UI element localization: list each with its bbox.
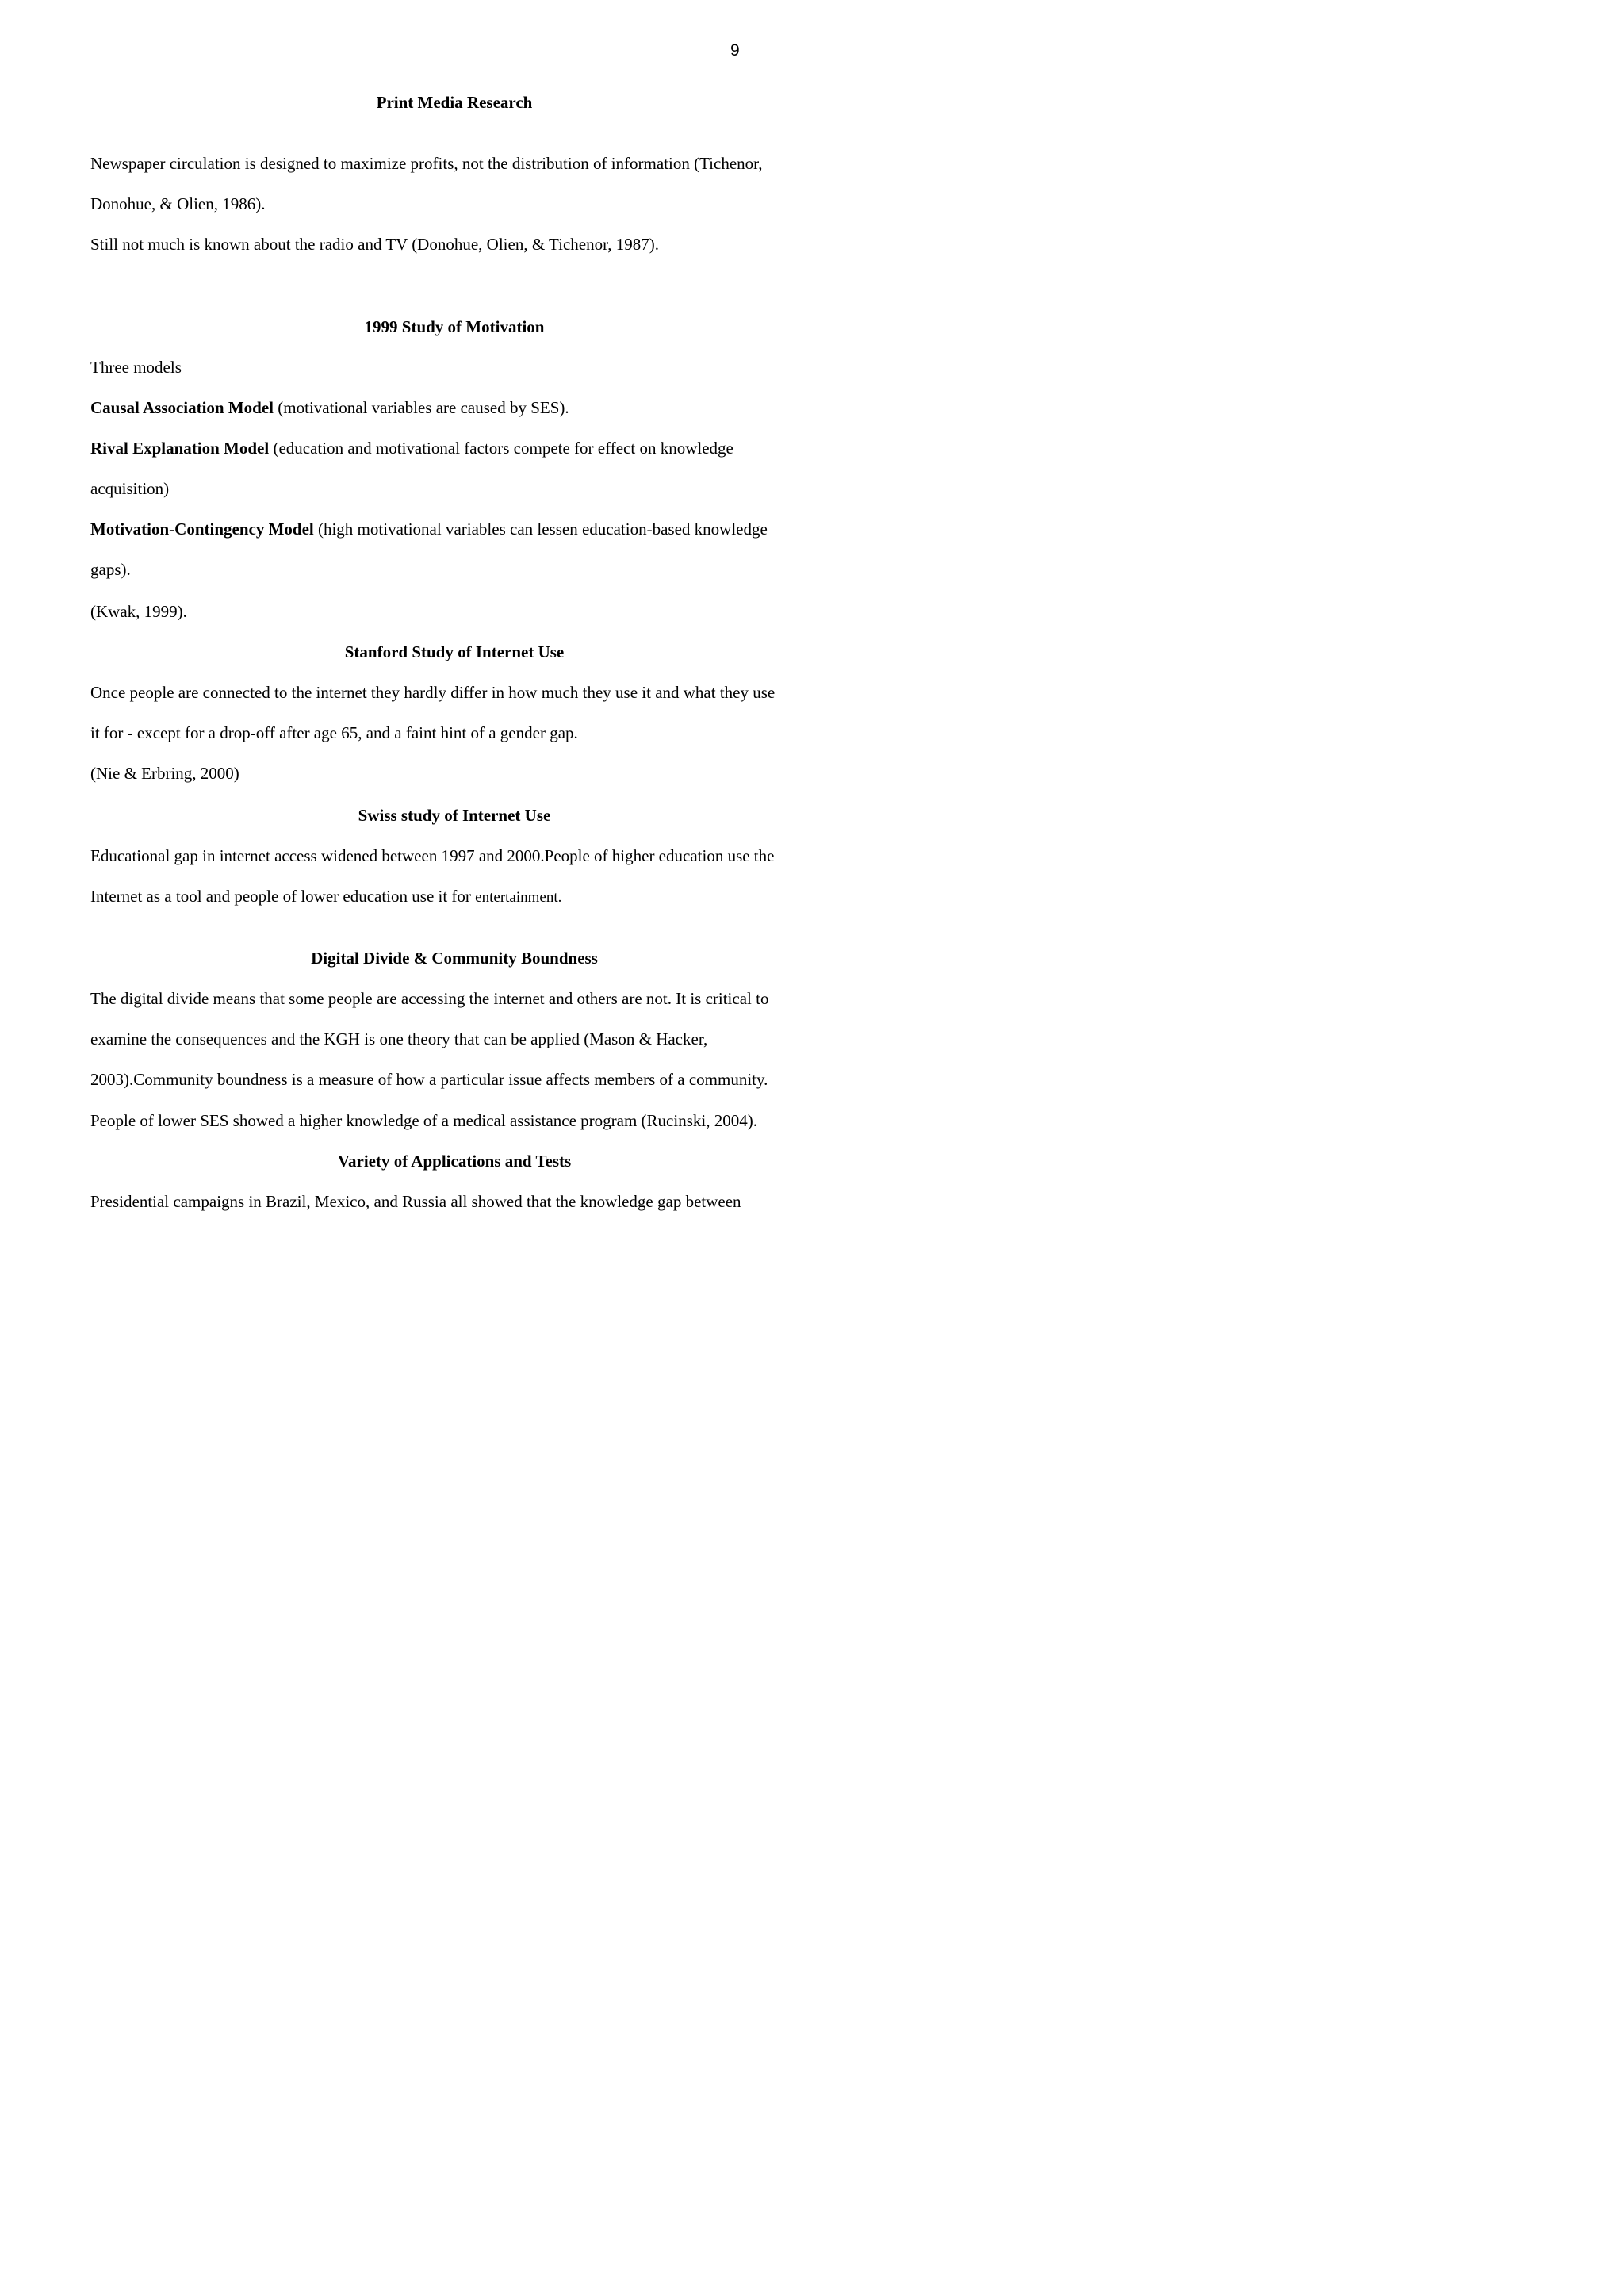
model-name: Motivation-Contingency Model [90, 519, 314, 539]
model-causal-association [90, 398, 569, 417]
model-description: (education and motivational factors compete for effect on knowledge [269, 439, 733, 458]
paragraph-line [90, 887, 561, 907]
paragraph-line: The digital divide means that some people are accessing the internet and others are not. It is critical to [90, 989, 769, 1008]
model-name: Causal Association Model [90, 398, 274, 417]
citation: (Kwak, 1999). [90, 602, 187, 621]
paragraph-line: 2003).Community boundness is a measure of how a particular issue affects members of a community. [90, 1070, 768, 1089]
model-description: (high motivational variables can lessen education-based knowledge [313, 519, 768, 539]
text-run-small: entertainment. [475, 889, 562, 906]
heading-study-of-motivation: 1999 Study of Motivation [364, 317, 545, 336]
paragraph-line: Still not much is known about the radio and TV (Donohue, Olien, & Tichenor, 1987). [90, 235, 659, 254]
citation: (Nie & Erbring, 2000) [90, 764, 239, 783]
paragraph-line: Three models [90, 358, 182, 377]
page-number: 9 [730, 41, 740, 59]
heading-swiss-study: Swiss study of Internet Use [358, 806, 551, 825]
paragraph-line: examine the consequences and the KGH is one theory that can be applied (Mason & Hacker, [90, 1029, 708, 1048]
paragraph-line: People of lower SES showed a higher knowledge of a medical assistance program (Rucinski, 2004). [90, 1111, 757, 1130]
heading-print-media-research: Print Media Research [376, 93, 533, 112]
heading-stanford-study: Stanford Study of Internet Use [344, 642, 565, 661]
model-description: (motivational variables are caused by SES). [274, 398, 569, 417]
heading-digital-divide: Digital Divide & Community Boundness [311, 949, 598, 968]
model-motivation-contingency [90, 519, 768, 539]
paragraph-line: gaps). [90, 560, 131, 579]
paragraph-line: it for - except for a drop-off after age 65, and a faint hint of a gender gap. [90, 723, 578, 742]
text-run: Internet as a tool and people of lower education use it for [90, 887, 476, 906]
paragraph-line: Once people are connected to the internet they hardly differ in how much they use it and what they use [90, 683, 776, 702]
paragraph-line: Newspaper circulation is designed to maximize profits, not the distribution of information (Tichenor, [90, 154, 763, 173]
paragraph-line: Presidential campaigns in Brazil, Mexico, and Russia all showed that the knowledge gap between [90, 1192, 741, 1211]
model-name: Rival Explanation Model [90, 439, 270, 458]
heading-variety-of-applications: Variety of Applications and Tests [337, 1152, 572, 1171]
paragraph-line: Educational gap in internet access widened between 1997 and 2000.People of higher education use the [90, 846, 775, 865]
paragraph-line: acquisition) [90, 479, 170, 498]
paragraph-line: Donohue, & Olien, 1986). [90, 194, 266, 213]
model-rival-explanation [90, 439, 733, 458]
